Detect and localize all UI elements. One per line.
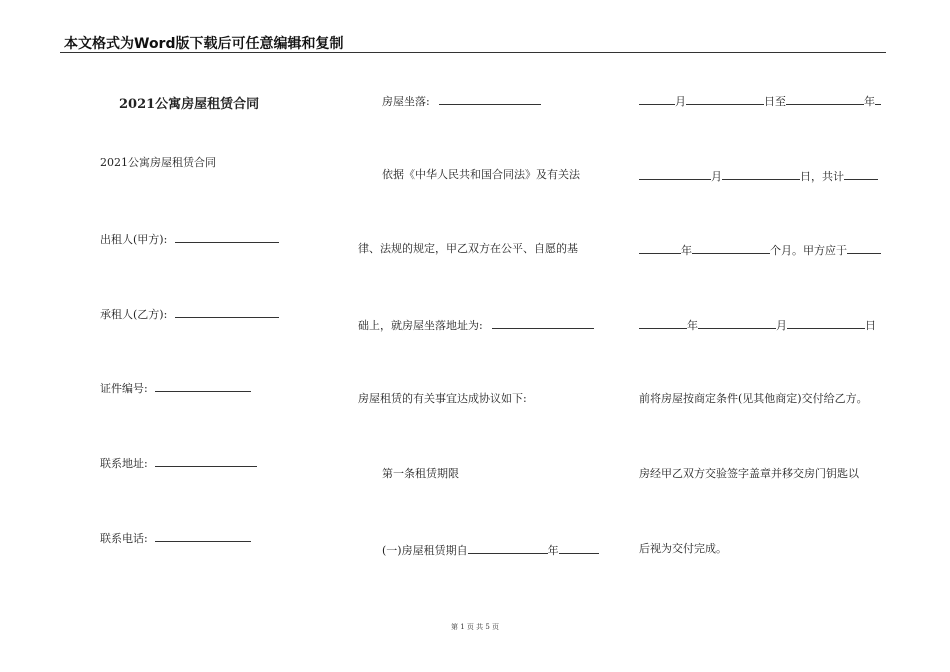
total-years-cont-blank[interactable]: [639, 242, 681, 254]
location-blank[interactable]: [439, 93, 541, 105]
lessee-label: 承租人(乙方):: [100, 308, 168, 321]
delivery-year-cont-blank[interactable]: [639, 317, 687, 329]
clause-1-line: [382, 542, 599, 558]
clause-1-text: (一)房屋租赁期自: [382, 544, 468, 557]
address-label: 联系地址:: [100, 457, 148, 470]
end-year-blank[interactable]: [786, 93, 864, 105]
end-day-blank[interactable]: [722, 168, 800, 180]
lessor-blank[interactable]: [175, 231, 279, 243]
article-1-heading: 第一条租赁期限: [382, 467, 459, 480]
year-text-2: 年: [864, 95, 875, 108]
body-line-2: 律、法规的规定，甲乙双方在公平、自愿的基: [358, 242, 578, 255]
id-line: [100, 380, 251, 396]
body-line-6: 房经甲乙双方交验签字盖章并移交房门钥匙以: [639, 467, 859, 480]
year-text-4: 年: [687, 319, 698, 332]
term-line-4: [639, 317, 876, 333]
term-line-2: [639, 168, 878, 184]
phone-line: [100, 530, 251, 546]
delivery-day-blank[interactable]: [787, 317, 865, 329]
header-rule: [60, 52, 886, 53]
body-line-4: 房屋租赁的有关事宜达成协议如下:: [358, 392, 527, 405]
delivery-month-blank[interactable]: [698, 317, 776, 329]
document-title: 2021公寓房屋租赁合同: [119, 97, 260, 112]
year-text: 年: [547, 544, 559, 557]
delivery-year-blank[interactable]: [847, 242, 881, 254]
location-line: [382, 93, 541, 109]
document-subtitle: 2021公寓房屋租赁合同: [100, 156, 216, 169]
day-text: 日: [865, 319, 876, 332]
phone-blank[interactable]: [155, 530, 251, 542]
start-month-blank[interactable]: [559, 542, 599, 554]
body-line-7: 后视为交付完成。: [639, 542, 727, 555]
year-text-3: 年: [681, 244, 692, 257]
id-blank[interactable]: [155, 380, 251, 392]
body-line-3: [358, 317, 594, 333]
lessee-blank[interactable]: [175, 306, 279, 318]
page-footer: 第 1 页 共 5 页: [450, 623, 500, 631]
lessee-line: [100, 306, 279, 322]
body-line-3-text: 础上，就房屋坐落地址为:: [358, 319, 483, 332]
end-year-tail-blank[interactable]: [875, 93, 881, 105]
months-party-a-text: 个月。甲方应于: [770, 244, 847, 257]
address-blank[interactable]: [155, 455, 257, 467]
total-months-blank[interactable]: [692, 242, 770, 254]
month-text-3: 月: [776, 319, 787, 332]
day-total-text: 日，共计: [800, 170, 844, 183]
term-line-3: [639, 242, 881, 258]
lessor-label: 出租人(甲方):: [100, 233, 168, 246]
header-text: 本文格式为Word版下载后可任意编辑和复制: [64, 36, 344, 52]
term-line-1: [639, 93, 881, 109]
day-to-text: 日至: [764, 95, 786, 108]
end-month-blank[interactable]: [639, 168, 711, 180]
address-line: [100, 455, 257, 471]
month-text-2: 月: [711, 170, 722, 183]
month-text: 月: [675, 95, 686, 108]
start-month-cont-blank[interactable]: [639, 93, 675, 105]
body-line-1: 依据《中华人民共和国合同法》及有关法: [382, 168, 580, 181]
address-detail-blank[interactable]: [492, 317, 594, 329]
start-year-prefix-blank[interactable]: [468, 542, 548, 554]
location-label: 房屋坐落:: [382, 95, 430, 108]
lessor-line: [100, 231, 279, 247]
id-label: 证件编号:: [100, 382, 148, 395]
phone-label: 联系电话:: [100, 532, 148, 545]
start-day-blank[interactable]: [686, 93, 764, 105]
body-line-5: 前将房屋按商定条件(见其他商定)交付给乙方。: [639, 392, 868, 405]
total-years-blank[interactable]: [844, 168, 878, 180]
